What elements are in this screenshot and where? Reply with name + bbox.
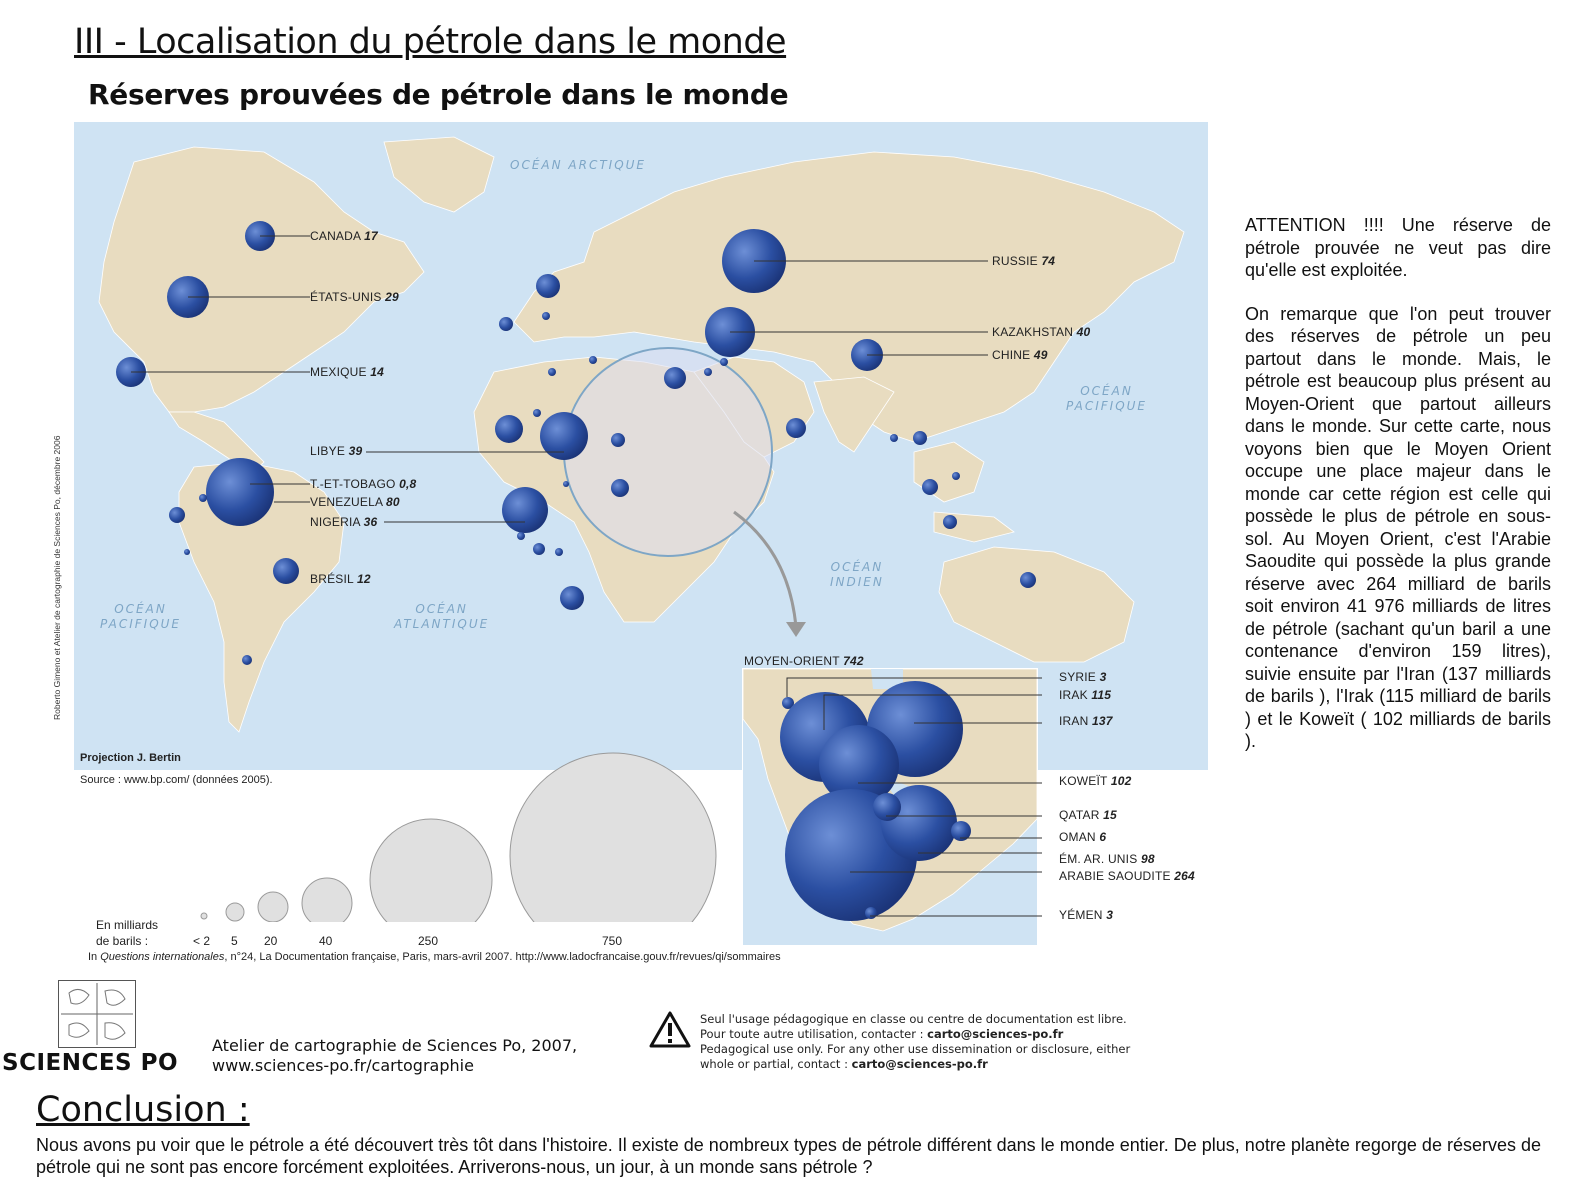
label-iran: IRAN 137 — [1059, 714, 1113, 728]
bubble-cameroon — [517, 532, 525, 540]
legend-circle-lt2 — [201, 913, 207, 919]
label-kuwait: KOWEÏT 102 — [1059, 774, 1132, 788]
legend-circles — [190, 752, 730, 922]
atelier-credit — [212, 1036, 577, 1076]
bubble-algeria — [495, 415, 523, 443]
label-iraq: IRAK 115 — [1059, 688, 1112, 702]
ocean-label-pacific-east — [1066, 384, 1147, 414]
bubble-libya — [540, 412, 588, 460]
ocean-label-indian-2: INDIEN — [830, 575, 884, 589]
ocean-label-pacific-west — [100, 602, 181, 632]
bubble-gabon — [533, 543, 545, 555]
logo-drawing — [59, 981, 135, 1047]
bubble-india — [786, 418, 806, 438]
section-title: III - Localisation du pétrole dans le monde — [74, 22, 787, 62]
legend-size-5: 5 — [231, 934, 238, 948]
usage-notice-2: Pour toute autre utilisation, contacter : carto@sciences-po.fr — [700, 1027, 1064, 1041]
attention-paragraph-2: On remarque que l'on peut trouver des réserves de pétrole un peu partout dans le monde. Mais, le pétrole est beaucoup plus présent au Moyen-Orient que partout ailleurs dans le monde. Sur cette carte, nous voyons bien que le Moyen Orient occupe une place majeur dans le monde car cette région est celle qui possède le plus de pétrole en sous-sol. Au Moyen Orient, c'est l'Arabie Saoudite qui possède la plus grande réserve avec 264 milliard de barils soit environ 41 976 milliards de litres de pétrole (sachant qu'un baril a une contenance d'environ 159 litres), suivie ensuite par l'Iran (137 milliards de barils ), l'Irak (115 milliard de barils ) et le Koweït ( 102 milliards de barils ). — [1245, 303, 1551, 751]
atelier-line-2: www.sciences-po.fr/cartographie — [212, 1056, 474, 1075]
legend-circle-40 — [302, 878, 352, 922]
label-uae: ÉM. AR. UNIS 98 — [1059, 852, 1155, 866]
legend-size-20: 20 — [264, 934, 278, 948]
ocean-label-atlantic — [394, 602, 489, 632]
projection-label: Projection J. Bertin — [80, 752, 181, 764]
label-oman: OMAN 6 — [1059, 830, 1107, 844]
label-brazil: BRÉSIL 12 — [310, 572, 371, 586]
usage-notice — [700, 1012, 1130, 1072]
label-venezuela: VENEZUELA 80 — [310, 495, 400, 509]
inset-leader-lines — [742, 660, 1042, 950]
bubble-italy — [548, 368, 556, 376]
atelier-line-1: Atelier de cartographie de Sciences Po, 2007, — [212, 1036, 578, 1055]
conclusion-title: Conclusion : — [36, 1090, 250, 1130]
legend-size-750: 750 — [602, 934, 623, 948]
label-kazakhstan: KAZAKHSTAN 40 — [992, 325, 1091, 339]
bubble-australia — [1020, 572, 1036, 588]
label-mexico: MEXIQUE 14 — [310, 365, 385, 379]
bubble-azerbaijan — [664, 367, 686, 389]
usage-notice-4: whole or partial, contact : carto@sciences-po.fr — [700, 1057, 988, 1071]
label-usa: ÉTATS-UNIS 29 — [310, 290, 399, 304]
bubble-turkmenistan — [704, 368, 712, 376]
legend-size-250: 250 — [418, 934, 439, 948]
arrow-head — [786, 622, 806, 637]
bubble-brunei-2 — [952, 472, 960, 480]
bubble-malaysia — [922, 479, 938, 495]
label-qatar: QATAR 15 — [1059, 808, 1117, 822]
bubble-sudan — [611, 479, 629, 497]
conclusion-text: Nous avons pu voir que le pétrole a été découvert très tôt dans l'histoire. Il existe de nombreux types de pétrole différent dans le monde entier. De plus, notre planète regorge de réserves de pétrole qui ne sont pas encore forcément exploitées. Arriverons-nous, un jour, à un monde sans pétrole ? — [36, 1135, 1541, 1177]
bubble-tunisia — [533, 409, 541, 417]
legend-circle-750 — [510, 753, 716, 922]
bubble-uk — [499, 317, 513, 331]
usage-notice-1: Seul l'usage pédagogique en classe ou centre de documentation est libre. — [700, 1012, 1127, 1026]
bubble-ecuador — [169, 507, 185, 523]
ocean-label-atlantic-1: OCÉAN — [415, 602, 468, 616]
warning-icon — [648, 1010, 692, 1050]
bubble-indonesia — [943, 515, 957, 529]
label-syria: SYRIE 3 — [1059, 670, 1107, 684]
label-saudi: ARABIE SAOUDITE 264 — [1059, 869, 1195, 883]
bubble-norway — [536, 274, 560, 298]
label-yemen: YÉMEN 3 — [1059, 908, 1114, 922]
label-nigeria: NIGERIA 36 — [310, 515, 378, 529]
attention-paragraph-1: ATTENTION !!!! Une réserve de pétrole prouvée ne veut pas dire qu'elle est exploitée. — [1245, 215, 1551, 280]
logo-name: SCIENCES PO — [2, 1050, 179, 1076]
bubble-chad — [563, 481, 569, 487]
label-china: CHINE 49 — [992, 348, 1048, 362]
ocean-label-indian-1: OCÉAN — [830, 560, 884, 574]
bubble-romania — [589, 356, 597, 364]
attention-text — [1245, 214, 1551, 774]
reference-line: In Questions internationales, n°24, La Documentation française, Paris, mars-avril 2007. http://www.ladocfrancaise.gouv.fr/revues/qi/sommaires — [88, 951, 781, 963]
ocean-label-pacific-east-1: OCÉAN — [1080, 384, 1133, 398]
map-title: Réserves prouvées de pétrole dans le monde — [88, 78, 789, 111]
arrow-to-inset — [734, 512, 796, 627]
bubble-nigeria — [502, 487, 548, 533]
land-greenland — [384, 137, 494, 212]
vertical-credit: Roberto Gimeno et Atelier de cartographie de Sciences Po, décembre 2006 — [52, 435, 62, 720]
bubble-congo — [555, 548, 563, 556]
legend-circle-250 — [370, 819, 492, 922]
bubble-peru — [184, 549, 190, 555]
bubble-vietnam — [890, 434, 898, 442]
legend-size-lt2: < 2 — [193, 934, 211, 948]
label-russia: RUSSIE 74 — [992, 254, 1056, 268]
ocean-label-indian — [830, 560, 884, 590]
legend-label-1: En milliards — [96, 918, 159, 932]
sciences-po-logo — [58, 980, 136, 1048]
legend-circle-20 — [258, 892, 288, 922]
bubble-venezuela — [206, 458, 274, 526]
bubble-angola — [560, 586, 584, 610]
legend-label-2: de barils : — [96, 934, 149, 948]
legend-circle-5 — [226, 903, 244, 921]
label-libya: LIBYE 39 — [310, 444, 363, 458]
bubble-uzbekistan — [720, 358, 728, 366]
usage-notice-3: Pedagogical use only. For any other use dissemination or disclosure, either — [700, 1042, 1131, 1056]
source-label: Source : www.bp.com/ (données 2005). — [80, 774, 273, 786]
label-canada: CANADA 17 — [310, 229, 378, 243]
ocean-label-atlantic-2: ATLANTIQUE — [394, 617, 490, 631]
bubble-denmark — [542, 312, 550, 320]
label-middle-east: MOYEN-ORIENT 742 — [744, 654, 864, 668]
ocean-label-pacific-east-2: PACIFIQUE — [1066, 399, 1148, 413]
label-trinidad: T.-ET-TOBAGO 0,8 — [310, 477, 417, 491]
legend-size-40: 40 — [319, 934, 333, 948]
ocean-label-arctic: OCÉAN ARCTIQUE — [510, 158, 647, 172]
bubble-argentina — [242, 655, 252, 665]
land-australia — [939, 547, 1134, 662]
bubble-brunei — [913, 431, 927, 445]
bubble-egypt — [611, 433, 625, 447]
ocean-label-pacific-west-2: PACIFIQUE — [100, 617, 182, 631]
ocean-label-pacific-west-1: OCÉAN — [114, 602, 167, 616]
bubble-brazil — [273, 558, 299, 584]
bubble-trinidad — [199, 494, 207, 502]
